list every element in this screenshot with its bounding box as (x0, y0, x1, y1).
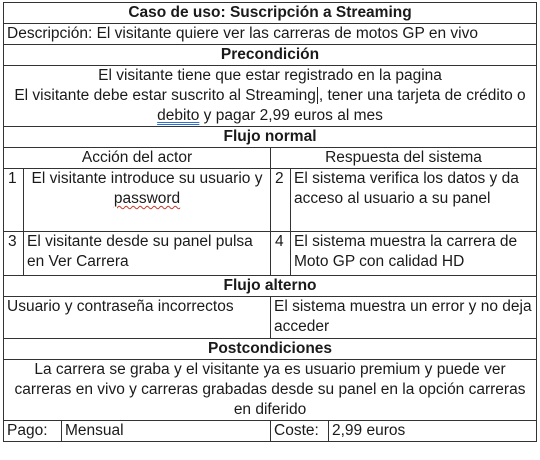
table-row (4, 169, 537, 232)
actor-action: El visitante desde su panel pulsa en Ver Carrera (24, 232, 271, 276)
precondition-line-2a: El visitante debe estar suscrito al Streaming (14, 87, 316, 104)
payment-label: Pago: (4, 421, 62, 442)
precondition-line-2 (7, 86, 533, 126)
normal-flow-header: Flujo normal (4, 127, 537, 148)
password-word: password (113, 190, 181, 207)
use-case-table (3, 2, 537, 442)
precondition-line-2b: , tener una tarjeta de crédito o (318, 87, 526, 104)
system-response: El sistema muestra la carrera de Moto GP con calidad HD (291, 232, 537, 276)
table-row (4, 232, 537, 276)
postconditions-header: Postcondiciones (4, 339, 537, 360)
step-number: 4 (271, 232, 291, 276)
precondition-line-2c: y pagar 2,99 euros al mes (199, 107, 383, 124)
actor-action-text: El visitante introduce su usuario y (31, 170, 263, 187)
step-number: 2 (271, 169, 291, 232)
step-number: 3 (4, 232, 24, 276)
use-case-title: Caso de uso: Suscripción a Streaming (4, 3, 537, 24)
step-number: 1 (4, 169, 24, 232)
postconditions-text: La carrera se graba y el visitante ya es usuario premium y puede ver carreras en vivo y carreras grabadas desde su panel en la opción carreras en diferido (4, 360, 537, 421)
precondition-text (4, 66, 537, 127)
actor-column-header: Acción del actor (4, 148, 271, 169)
cost-label: Coste: (271, 421, 329, 442)
system-response: El sistema verifica los datos y da acceso al usuario a su panel (291, 169, 537, 232)
cost-value: 2,99 euros (329, 421, 537, 442)
alternate-system: El sistema muestra un error y no deja acceder (271, 297, 537, 339)
alternate-flow-header: Flujo alterno (4, 276, 537, 297)
precondition-header: Precondición (4, 45, 537, 66)
precondition-debito: debito (157, 107, 200, 124)
actor-action (24, 169, 271, 232)
system-column-header: Respuesta del sistema (271, 148, 537, 169)
alternate-actor: Usuario y contraseña incorrectos (4, 297, 271, 339)
payment-value: Mensual (62, 421, 271, 442)
text-cursor (317, 87, 318, 104)
description: Descripción: El visitante quiere ver las carreras de motos GP en vivo (4, 24, 537, 45)
precondition-line-1: El visitante tiene que estar registrado en la pagina (98, 67, 442, 84)
